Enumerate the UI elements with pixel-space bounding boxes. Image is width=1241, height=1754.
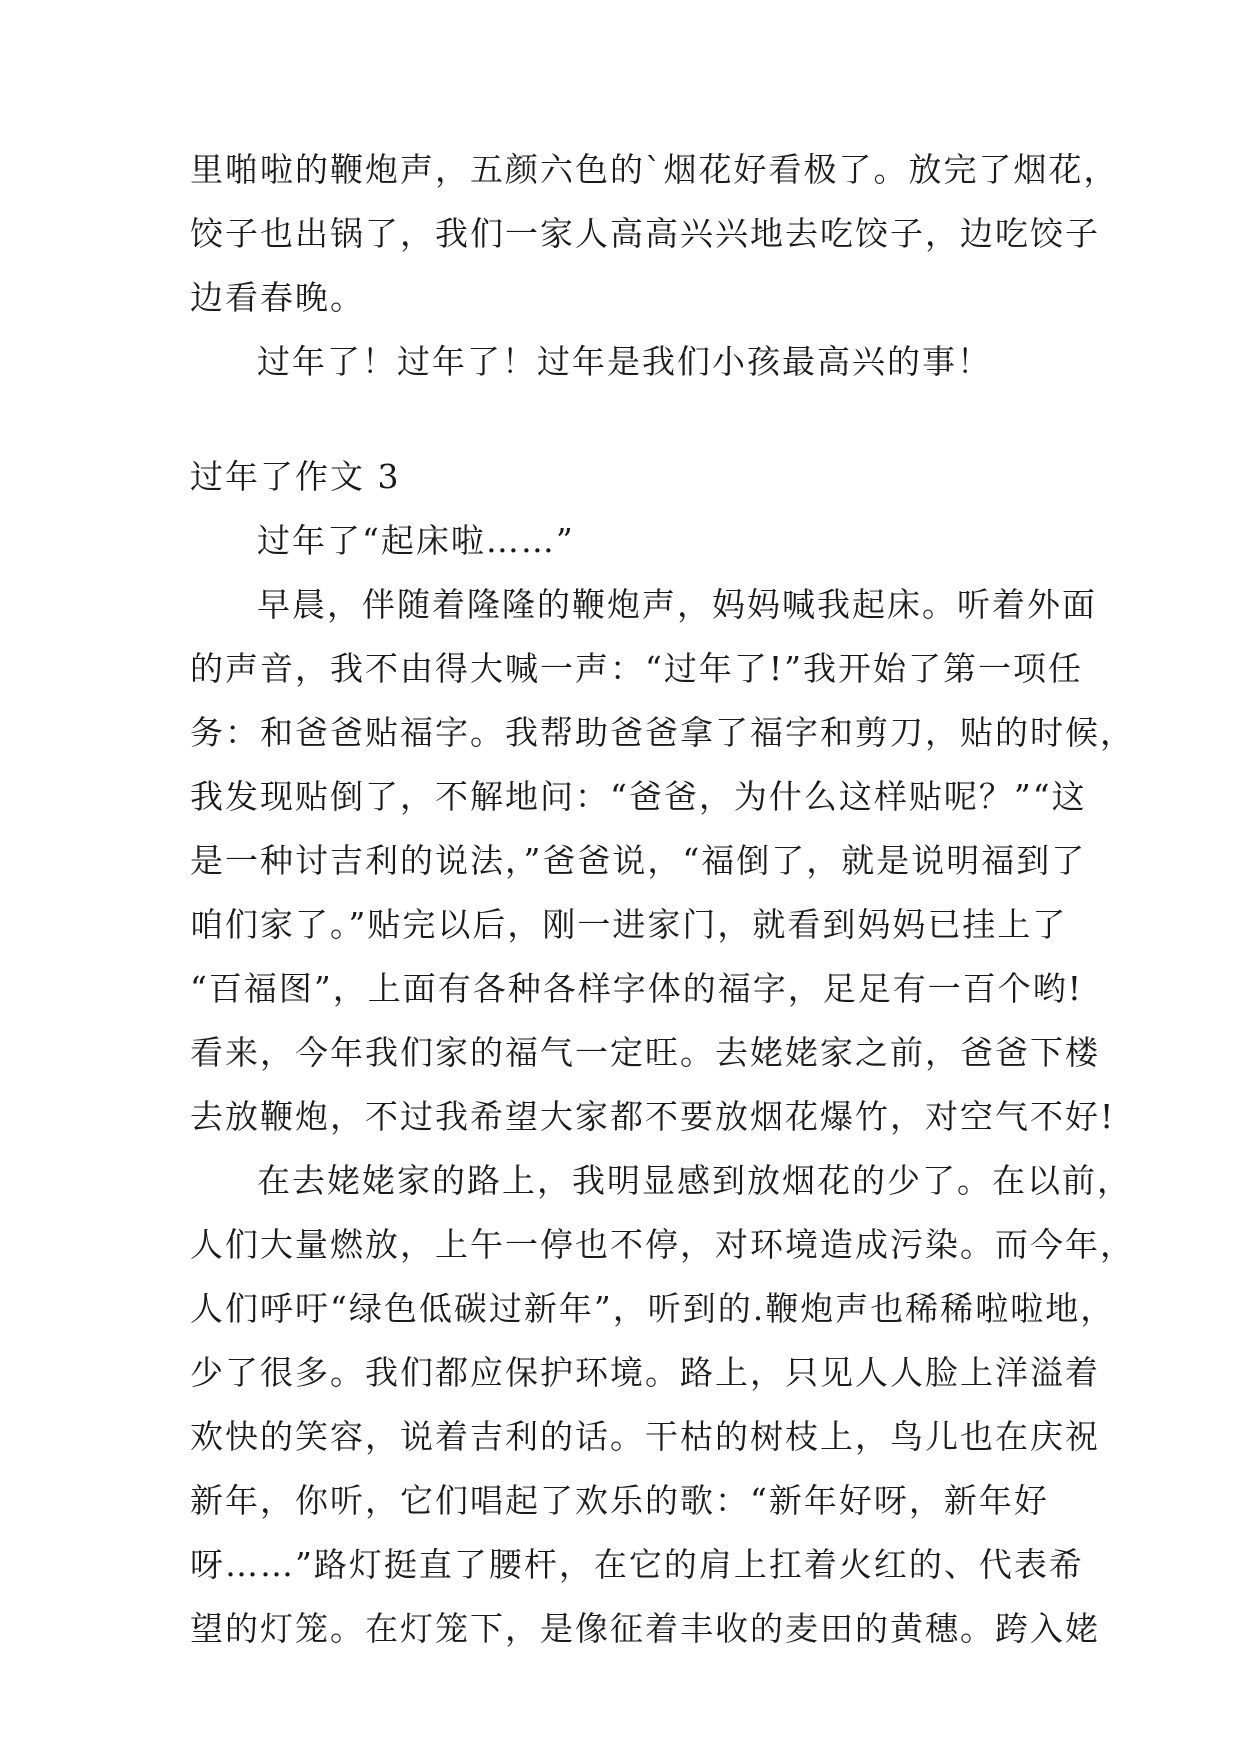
- paragraph-line: 欢快的笑容，说着吉利的话。干枯的树枝上，鸟儿也在庆祝: [190, 1417, 1100, 1456]
- paragraph-line: “百福图”，上面有各种各样字体的福字，足足有一百个哟!: [190, 969, 1084, 1008]
- paragraph-line: 望的灯笼。在灯笼下，是像征着丰收的麦田的黄穗。跨入姥: [190, 1609, 1100, 1648]
- paragraph-line: 我发现贴倒了，不解地问：“爸爸，为什么这样贴呢？”“这: [190, 777, 1087, 816]
- paragraph-line: 看来，今年我们家的福气一定旺。去姥姥家之前，爸爸下楼: [190, 1033, 1100, 1072]
- paragraph-line: 过年了！过年了！过年是我们小孩最高兴的事！: [257, 342, 992, 381]
- section-heading: 过年了作文 3: [190, 457, 401, 496]
- paragraph-line: 饺子也出锅了，我们一家人高高兴兴地去吃饺子，边吃饺子: [190, 214, 1100, 253]
- paragraph-line: 边看春晚。: [190, 278, 365, 317]
- paragraph-line: 咱们家了。”贴完以后，刚一进家门，就看到妈妈已挂上了: [190, 905, 1068, 944]
- paragraph-line: 在去姥姥家的路上，我明显感到放烟花的少了。在以前，: [257, 1161, 1132, 1200]
- paragraph-line: 里啪啦的鞭炮声，五颜六色的`烟花好看极了。放完了烟花，: [190, 150, 1119, 189]
- paragraph-line: 呀……”路灯挺直了腰杆，在它的肩上扛着火红的、代表希: [190, 1545, 1084, 1584]
- paragraph-line: 少了很多。我们都应保护环境。路上，只见人人脸上洋溢着: [190, 1353, 1100, 1392]
- paragraph-line: 新年，你听，它们唱起了欢乐的歌：“新年好呀，新年好: [190, 1481, 1049, 1520]
- paragraph-line: 去放鞭炮，不过我希望大家都不要放烟花爆竹，对空气不好!: [190, 1097, 1116, 1136]
- paragraph-line: 是一种讨吉利的说法，”爸爸说，“福倒了，就是说明福到了: [190, 841, 1087, 880]
- paragraph-line: 人们大量燃放，上午一停也不停，对环境造成污染。而今年，: [190, 1225, 1135, 1264]
- paragraph-line: 过年了“起床啦……”: [257, 521, 575, 560]
- paragraph-line: 的声音，我不由得大喊一声：“过年了!”我开始了第一项任: [190, 649, 1084, 688]
- paragraph-line: 人们呼吁“绿色低碳过新年”，听到的.鞭炮声也稀稀啦啦地，: [190, 1289, 1116, 1328]
- paragraph-line: 务：和爸爸贴福字。我帮助爸爸拿了福字和剪刀，贴的时候，: [190, 713, 1135, 752]
- paragraph-line: 早晨，伴随着隆隆的鞭炮声，妈妈喊我起床。听着外面: [257, 585, 1097, 624]
